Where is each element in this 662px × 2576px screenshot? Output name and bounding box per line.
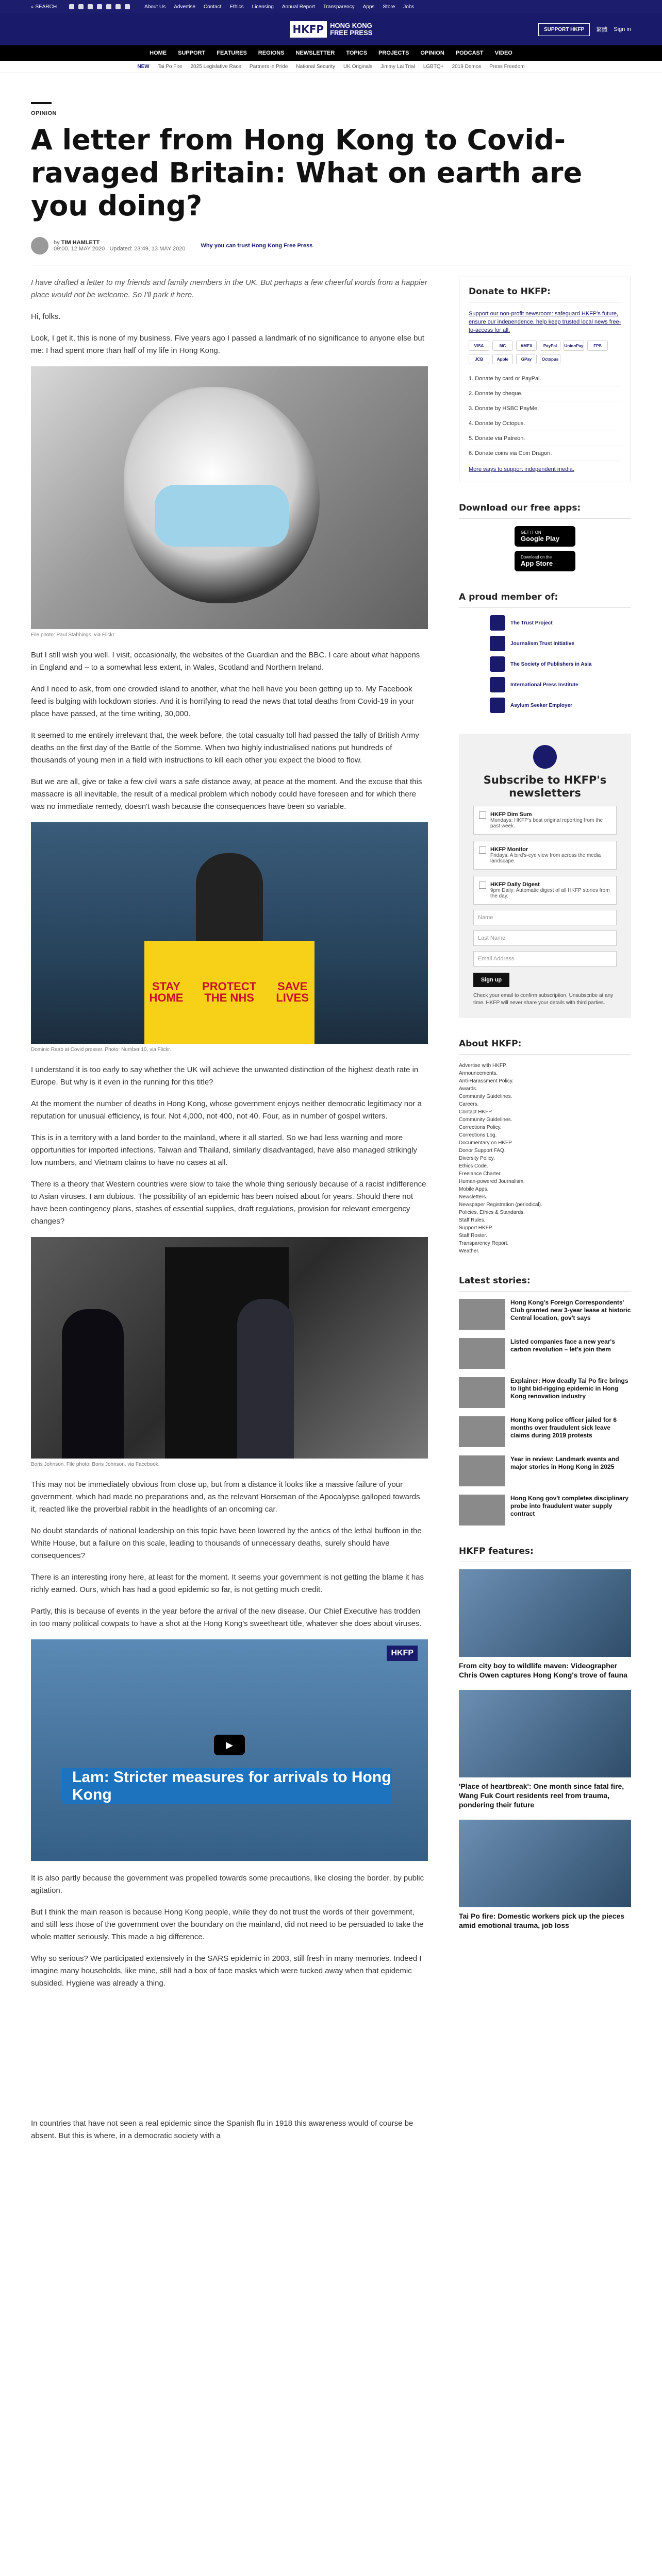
- donate-option[interactable]: 4. Donate by Octopus.: [469, 416, 621, 431]
- latest-story[interactable]: [459, 1455, 631, 1486]
- paragraph: And I need to ask, from one crowded island to another, what the hell have you been getting up to. My Facebook feed is bulging with lockdown stories. And it is horrifying to read the news that total deaths from Covid-19 in your place have passed, at the time writing, 30,000.: [31, 685, 414, 718]
- site-logo[interactable]: [290, 21, 373, 38]
- nav-podcast[interactable]: PODCAST: [455, 50, 484, 56]
- donate-option[interactable]: 6. Donate coins via Coin Dragon.: [469, 446, 621, 461]
- amex-icon: AMEX: [516, 341, 537, 351]
- nav-video[interactable]: VIDEO: [494, 50, 512, 56]
- video-embed[interactable]: [31, 1639, 428, 1861]
- topbar-link-advertise[interactable]: Advertise: [174, 4, 195, 10]
- features-heading: HKFP features:: [459, 1546, 631, 1562]
- page-wrapper: [31, 102, 631, 2151]
- google-play-button[interactable]: [515, 526, 575, 547]
- story-thumbnail: [459, 1455, 505, 1486]
- checkbox[interactable]: [479, 811, 486, 819]
- last-name-field[interactable]: Last Name: [473, 930, 617, 946]
- paragraph: Hi, folks.: [31, 312, 61, 321]
- paragraph: But I still wish you well. I visit, occasionally, the websites of the Guardian and the BBC. I care about what happens in England and – to a somewhat less extent, in Wales, Scotland and Northern Ireland.: [31, 651, 420, 672]
- nav-newsletter[interactable]: NEWSLETTER: [295, 50, 335, 56]
- linkedin-icon[interactable]: [106, 4, 111, 9]
- donate-box: [459, 277, 631, 482]
- about-link[interactable]: Newsletters.: [459, 1194, 488, 1200]
- social-icons: [69, 4, 130, 9]
- x-icon[interactable]: [78, 4, 84, 9]
- story-thumbnail: [459, 1416, 505, 1447]
- newsletter-name: HKFP Monitor: [490, 846, 528, 853]
- member-trust-project[interactable]: [490, 615, 631, 631]
- nav-opinion[interactable]: OPINION: [420, 50, 444, 56]
- newsletter-option-monitor[interactable]: [473, 841, 617, 870]
- about-link[interactable]: Careers.: [459, 1101, 479, 1107]
- language-switch[interactable]: 繁體: [596, 27, 608, 33]
- about-section: [459, 1039, 631, 1255]
- name-field[interactable]: Name: [473, 910, 617, 925]
- boris-johnson-image: [31, 1237, 428, 1459]
- visa-icon: VISA: [469, 341, 489, 351]
- about-link[interactable]: Donor Support FAQ.: [459, 1148, 506, 1154]
- newsletter-name: HKFP Dim Sum: [490, 811, 532, 818]
- publish-date: 09:00, 12 MAY 2020: [54, 246, 105, 252]
- about-link[interactable]: Newspaper Registration (periodical).: [459, 1202, 542, 1208]
- trending-bar: [0, 61, 662, 73]
- article-body: [31, 277, 428, 2151]
- youtube-icon[interactable]: [97, 4, 102, 9]
- member-asylum[interactable]: [490, 698, 631, 713]
- about-link[interactable]: Ethics Code.: [459, 1163, 488, 1169]
- story-title: Listed companies face a new year's carbon revolution – let's join them: [510, 1338, 615, 1353]
- feature-item[interactable]: [459, 1820, 631, 1930]
- video-title: Lam: Stricter measures for arrivals to Hong Kong: [62, 1768, 392, 1804]
- updated-date: Updated: 23:49, 13 MAY 2020: [109, 246, 186, 252]
- topbar-link-transparency[interactable]: Transparency: [323, 4, 355, 10]
- paragraph: This is in a territory with a land border to the mainland, where it all started. So we had less warning and more opportunities for imported infections. Taiwan and Thailand, similarly disadvantaged, have also managed strikingly low numbers, and Vietnam claims to have no cases at all.: [31, 1133, 418, 1167]
- ad-slot: [31, 1999, 428, 2117]
- masthead: [0, 13, 662, 45]
- newsletter-desc: Fridays: A bird's-eye view from across the media landscape.: [490, 853, 601, 864]
- paragraph: It is also partly because the government was propelled towards some precautions, like closing the border, by public agitation.: [31, 1874, 424, 1895]
- feature-title: 'Place of heartbreak': One month since fatal fire, Wang Fuk Court residents reel from trauma, pondering their future: [459, 1782, 624, 1809]
- jcb-icon: JCB: [469, 354, 489, 364]
- appstore-top: Download on the: [521, 555, 552, 560]
- story-thumbnail: [459, 1377, 505, 1408]
- member-name: Asylum Seeker Employer: [510, 702, 573, 708]
- features-section: [459, 1546, 631, 1930]
- appstore-label: App Store: [521, 560, 553, 567]
- trending-item[interactable]: UK Originals: [343, 64, 373, 70]
- ipi-icon: [490, 677, 505, 692]
- paragraph: This may not be immediately obvious from close up, but from a distance it looks like a massive failure of your government, which had made no preparations and, as the relevant Horseman of the Apocalypse galloped towards it, reacted like the proverbial rabbit in the headlights of an oncoming car.: [31, 1480, 420, 1514]
- donate-option[interactable]: 1. Donate by card or PayPal.: [469, 371, 621, 386]
- trending-item[interactable]: Partners in Pride: [249, 64, 288, 70]
- about-link[interactable]: Awards.: [459, 1086, 477, 1092]
- topbar-link-about[interactable]: About Us: [144, 4, 166, 10]
- members-heading: A proud member of:: [459, 592, 631, 608]
- donate-text-link[interactable]: Support our non-profit newsroom: safeguard HKFP's future, ensure our independence, help keep trusted local news free-to-access for all.: [469, 311, 621, 333]
- byline: by TIM HAMLETT 09:00, 12 MAY 2020 Updated: 23:49, 13 MAY 2020 Why you can trust Hong Kong Free Press: [31, 237, 631, 255]
- nav-regions[interactable]: REGIONS: [258, 50, 285, 56]
- about-link[interactable]: Support HKFP.: [459, 1225, 493, 1231]
- topbar-link-annual-report[interactable]: Annual Report: [282, 4, 315, 10]
- donate-heading: Donate to HKFP:: [469, 286, 621, 302]
- story-title: Year in review: Landmark events and major stories in Hong Kong in 2025: [510, 1455, 619, 1470]
- signin-link[interactable]: Sign in: [614, 26, 631, 32]
- about-link[interactable]: Policies, Ethics & Standards.: [459, 1210, 525, 1215]
- gplay-top: GET IT ON: [521, 530, 541, 535]
- play-icon[interactable]: ▶: [214, 1735, 245, 1755]
- facebook-icon[interactable]: [69, 4, 74, 9]
- asylum-employer-icon: [490, 698, 505, 713]
- topbar-link-apps[interactable]: Apps: [362, 4, 375, 10]
- slogan-2: PROTECT THE NHS: [202, 980, 257, 1004]
- members-section: [459, 592, 631, 713]
- about-link[interactable]: Staff Roster.: [459, 1233, 487, 1239]
- feature-title: From city boy to wildlife maven: Videographer Chris Owen captures Hong Kong's trove of fauna: [459, 1662, 627, 1679]
- about-link[interactable]: Anti-Harassment Policy.: [459, 1078, 514, 1084]
- topbar-link-contact[interactable]: Contact: [203, 4, 222, 10]
- app-store-button[interactable]: [515, 551, 575, 571]
- paragraph: I understand it is too early to say whether the UK will achieve the unwanted distinction of the highest death rate in Europe. But why is it even in the running for this title?: [31, 1065, 419, 1087]
- unionpay-icon: UnionPay: [564, 341, 584, 351]
- newsletter-desc: 9pm Daily: Automatic digest of all HKFP stories from the day.: [490, 888, 610, 899]
- slogan-1: STAY HOME: [149, 980, 184, 1004]
- apps-heading: Download our free apps:: [459, 503, 631, 519]
- banksy-mural-image: [31, 366, 428, 629]
- trending-item[interactable]: Jimmy Lai Trial: [380, 64, 415, 70]
- about-heading: About HKFP:: [459, 1039, 631, 1055]
- latest-story[interactable]: [459, 1495, 631, 1526]
- story-title: Hong Kong police officer jailed for 6 months over fraudulent sick leave claims during 2019 protests: [510, 1416, 617, 1439]
- paragraph: There is an interesting irony here, at least for the moment. It seems your government is not getting the blame it has richly earned. Ours, which has had a good epidemic so far, is not getting much credit.: [31, 1573, 424, 1594]
- jti-icon: [490, 636, 505, 651]
- about-link[interactable]: Contact HKFP.: [459, 1109, 493, 1115]
- about-link[interactable]: Staff Rules.: [459, 1217, 486, 1223]
- trending-item[interactable]: Tai Po Fire: [157, 64, 183, 70]
- trending-item[interactable]: 2019 Demos: [452, 64, 482, 70]
- gplay-label: Google Play: [521, 535, 560, 543]
- octopus-icon: Octopus: [540, 354, 560, 364]
- image-caption: Boris Johnson. File photo: Boris Johnson, via Facebook.: [31, 1462, 160, 1467]
- story-title: Hong Kong gov't completes disciplinary probe into fraudulent water supply contract: [510, 1495, 628, 1517]
- trending-item[interactable]: National Security: [296, 64, 335, 70]
- donate-option[interactable]: 2. Donate by cheque.: [469, 386, 621, 401]
- apps-section: [459, 503, 631, 571]
- fps-icon: FPS: [587, 341, 608, 351]
- paragraph: In countries that have not seen a real epidemic since the Spanish flu in 1918 this awareness would of course be absent. But this is where, in a democratic society with a: [31, 2119, 413, 2140]
- video-logo: HKFP: [387, 1646, 418, 1661]
- trending-item[interactable]: LGBTQ+: [423, 64, 444, 70]
- latest-heading: Latest stories:: [459, 1276, 631, 1292]
- image-caption: Dominic Raab at Covid presser. Photo: Number 10, via Flickr.: [31, 1047, 171, 1053]
- top-utility-bar: [0, 0, 662, 13]
- nav-topics[interactable]: TOPICS: [346, 50, 368, 56]
- feature-item[interactable]: [459, 1690, 631, 1809]
- trending-item[interactable]: 2025 Legislative Race: [190, 64, 241, 70]
- feature-image: [459, 1569, 631, 1657]
- about-link[interactable]: Announcements.: [459, 1071, 498, 1076]
- search-label: SEARCH: [35, 4, 57, 10]
- member-ipi[interactable]: [490, 677, 631, 692]
- feature-title: Tai Po fire: Domestic workers pick up the pieces amid emotional trauma, job loss: [459, 1912, 625, 1929]
- nav-support[interactable]: SUPPORT: [178, 50, 206, 56]
- newsletter-name: HKFP Daily Digest: [490, 882, 540, 888]
- about-link[interactable]: Community Guidelines.: [459, 1094, 512, 1099]
- mastercard-icon: MC: [492, 341, 513, 351]
- latest-story[interactable]: [459, 1299, 631, 1330]
- about-link[interactable]: Transparency Report.: [459, 1241, 509, 1246]
- about-link[interactable]: Advertise with HKFP.: [459, 1063, 507, 1069]
- article-category[interactable]: OPINION: [31, 102, 52, 116]
- member-name: The Society of Publishers in Asia: [510, 661, 592, 667]
- donate-option[interactable]: 5. Donate via Patreon.: [469, 431, 621, 446]
- about-link[interactable]: Corrections Policy.: [459, 1125, 502, 1130]
- topbar-link-jobs[interactable]: Jobs: [403, 4, 415, 10]
- article-intro: I have drafted a letter to my friends and family members in the UK. But perhaps a few cheerful words from a happier place would not be welcome. So I'll park it here.: [31, 278, 427, 299]
- member-sopa[interactable]: [490, 656, 631, 672]
- nav-home[interactable]: HOME: [150, 50, 167, 56]
- member-name: The Trust Project: [510, 620, 553, 626]
- nav-projects[interactable]: PROJECTS: [378, 50, 409, 56]
- story-thumbnail: [459, 1299, 505, 1330]
- newsletter-note: Check your email to confirm subscription. Unsubscribe at any time. HKFP will never share your details with third parties.: [473, 993, 614, 1006]
- about-link[interactable]: Freelance Charter.: [459, 1171, 502, 1177]
- about-link[interactable]: Human-powered Journalism.: [459, 1179, 525, 1184]
- article-title: A letter from Hong Kong to Covid-ravaged Britain: What on earth are you doing?: [31, 124, 583, 222]
- more-ways-link[interactable]: More ways to support independent media.: [469, 466, 574, 472]
- sopa-icon: [490, 656, 505, 672]
- newsletter-option-digest[interactable]: [473, 876, 617, 905]
- trust-link[interactable]: Why you can trust Hong Kong Free Press: [201, 243, 313, 249]
- paragraph: Partly, this is because of events in the year before the arrival of the new disease. Our Chief Executive has trodden in too many political cowpats to have a shot at the Hong Kong's sweetheart title, whatever she does about viruses.: [31, 1607, 422, 1628]
- feature-image: [459, 1690, 631, 1777]
- about-link[interactable]: Weather.: [459, 1248, 479, 1254]
- trust-project-icon: [490, 615, 505, 631]
- member-jti[interactable]: [490, 636, 631, 651]
- about-link[interactable]: Diversity Policy.: [459, 1156, 495, 1161]
- feature-image: [459, 1820, 631, 1907]
- paragraph: At the moment the number of deaths in Hong Kong, whose government enjoys neither democratic legitimacy nor a reputation for unusual efficiency, is four. Not 4,000, not 400, not 40. Four, as in number of gospel writers.: [31, 1099, 422, 1121]
- author-avatar: [31, 237, 48, 255]
- paragraph: Look, I get it, this is none of my business. Five years ago I passed a landmark of no significance to anyone else but me: I had spent more than half of my life in Hong Kong.: [31, 334, 424, 355]
- instagram-icon[interactable]: [88, 4, 93, 9]
- story-thumbnail: [459, 1338, 505, 1369]
- image-caption: File photo: Paul Stabbings, via Flickr.: [31, 632, 115, 638]
- johnson-figure: [237, 1299, 294, 1459]
- member-name: International Press Institute: [510, 682, 578, 688]
- newsletter-option-dimsum[interactable]: [473, 806, 617, 835]
- slogan-3: SAVE LIVES: [276, 980, 309, 1004]
- officer-figure: [62, 1309, 124, 1459]
- email-field[interactable]: Email Address: [473, 951, 617, 967]
- about-link[interactable]: Documentary on HKFP.: [459, 1140, 513, 1146]
- member-name: Journalism Trust Initiative: [510, 640, 574, 647]
- latest-story[interactable]: [459, 1416, 631, 1447]
- envelope-icon: [533, 745, 557, 769]
- topbar-link-licensing[interactable]: Licensing: [252, 4, 274, 10]
- main-nav: [0, 45, 662, 61]
- author-name[interactable]: TIM HAMLETT: [61, 240, 100, 246]
- paragraph: But I think the main reason is because Hong Kong people, while they do not trust the words of their government, and still less those of the government over the boundary on the mainland, did not need to be persuaded to take the whole matter seriously. This made a big difference.: [31, 1908, 424, 1941]
- sidebar: [459, 277, 631, 2151]
- telegram-icon[interactable]: [115, 4, 121, 9]
- latest-stories: [459, 1276, 631, 1526]
- logo-mark: HKFP: [290, 21, 327, 38]
- paypal-icon: PayPal: [540, 341, 560, 351]
- about-link[interactable]: Community Guidelines.: [459, 1117, 512, 1123]
- payment-icons: [469, 341, 621, 364]
- paragraph: There is a theory that Western countries were slow to take the whole thing seriously because of a racist indifference to Asian viruses. I am dubious. The possibility of an epidemic has been noised about for years. Should there not have been contingency plans, stashes of essential supplies, draft regulations, provision for relevant emergency changes?: [31, 1180, 426, 1226]
- donate-option[interactable]: 3. Donate by HSBC PayMe.: [469, 401, 621, 416]
- checkbox[interactable]: [479, 846, 486, 854]
- raab-press-briefing-image: [31, 822, 428, 1044]
- google-pay-icon: GPay: [516, 354, 537, 364]
- signup-button[interactable]: Sign up: [473, 973, 509, 987]
- podium-slogan: [144, 941, 315, 1044]
- trending-label: NEW: [137, 64, 150, 70]
- feature-item[interactable]: [459, 1569, 631, 1680]
- paragraph: But we are all, give or take a few civil wars a safe distance away, at peace at the moment. And the excuse that this massacre is all inevitable, the result of a medical problem which nobody could have foreseen and for which there was no immediate remedy, doesn't wash because the consequences have been so variable.: [31, 777, 422, 811]
- nav-features[interactable]: FEATURES: [217, 50, 247, 56]
- newsletter-heading: Subscribe to HKFP's newsletters: [483, 774, 607, 799]
- paragraph: No doubt standards of national leadership on this topic have been lowered by the antics of the lethal buffoon in the White House, but a failure on this scale, leading to thousands of unnecessary deaths, surely should have consequences?: [31, 1527, 422, 1560]
- paragraph: Why so serious? We participated extensively in the SARS epidemic in 2003, still fresh in many memories. Indeed I imagine many households, like mine, still had a box of face masks which were tucked away when that epidemic subsided. Hygiene was already a thing.: [31, 1954, 422, 1988]
- topbar-link-ethics[interactable]: Ethics: [229, 4, 244, 10]
- newsletter-box: [459, 734, 631, 1018]
- trending-item[interactable]: Press Freedom: [489, 64, 525, 70]
- story-title: Explainer: How deadly Tai Po fire brings to light bid-rigging epidemic in Hong Kong renovation industry: [510, 1377, 628, 1400]
- support-hkfp-button[interactable]: SUPPORT HKFP: [538, 23, 590, 36]
- apple-pay-icon: Apple: [492, 354, 513, 364]
- about-link[interactable]: Corrections Log.: [459, 1132, 497, 1138]
- about-link[interactable]: Mobile Apps.: [459, 1187, 489, 1192]
- paragraph: It seemed to me entirely irrelevant that, the week before, the total casualty toll had passed the tally of British Army deaths on the first day of the Battle of the Somme. When two highly industrialised nations put hundreds of thousands of young men in a field with instructions to kill each other you expect the blood to flow.: [31, 731, 419, 765]
- story-thumbnail: [459, 1495, 505, 1526]
- logo-line-2: FREE PRESS: [330, 29, 373, 37]
- logo-line-1: HONG KONG: [330, 22, 372, 29]
- topbar-link-store[interactable]: Store: [383, 4, 395, 10]
- checkbox[interactable]: [479, 882, 486, 889]
- story-title: Hong Kong's Foreign Correspondents' Club granted new 3-year lease at historic Central location, gov't says: [510, 1299, 631, 1321]
- latest-story[interactable]: [459, 1338, 631, 1369]
- newsletter-desc: Mondays: HKFP's best original reporting from the past week.: [490, 818, 603, 829]
- rss-icon[interactable]: [125, 4, 130, 9]
- face-mask-graphic: [155, 485, 289, 547]
- search-link[interactable]: ⌕ SEARCH: [31, 4, 57, 10]
- latest-story[interactable]: [459, 1377, 631, 1408]
